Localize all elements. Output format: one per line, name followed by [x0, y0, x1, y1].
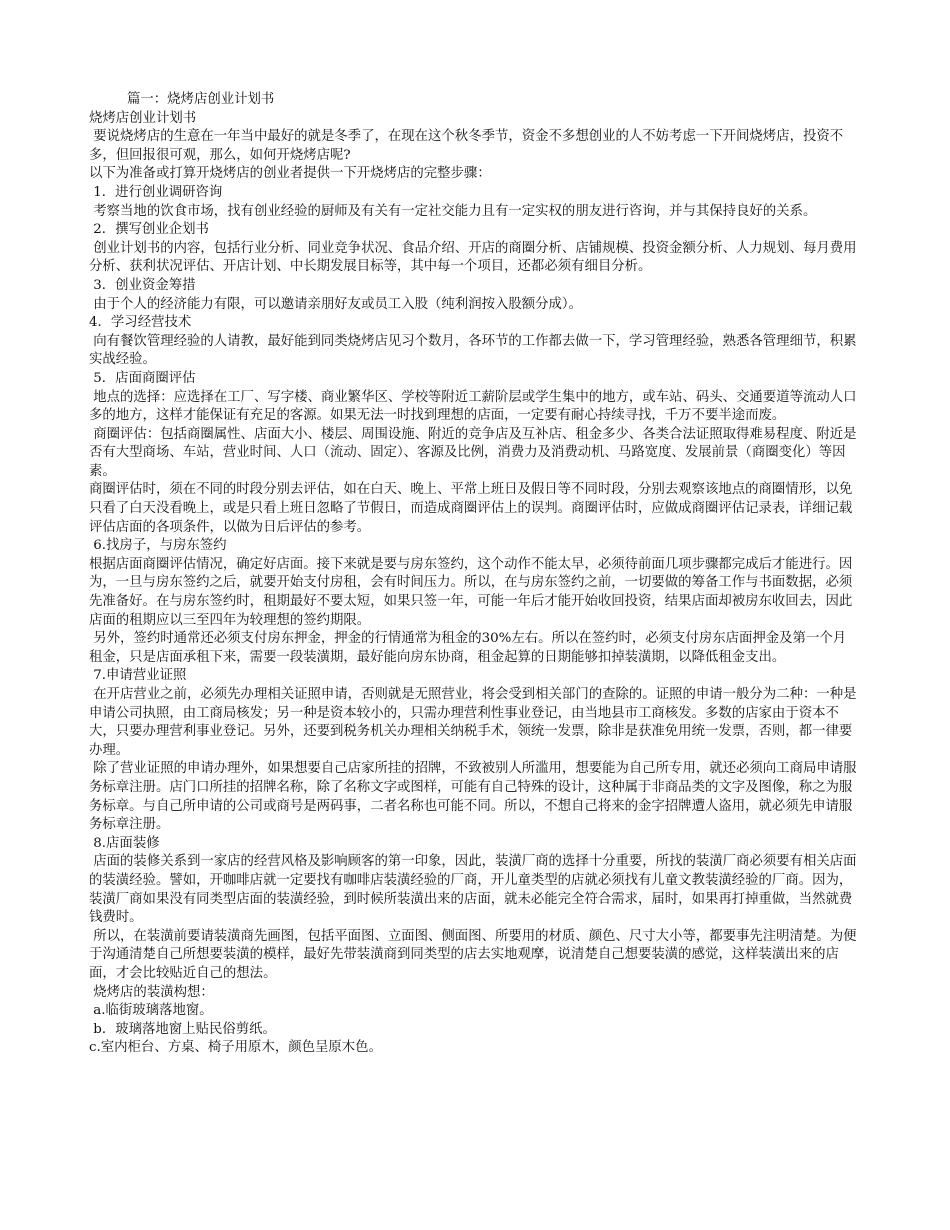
paragraph: 要说烧烤店的生意在一年当中最好的就是冬季了，在现在这个秋冬季节，资金不多想创业的人不妨考虑一下开间烧烤店，投资不多，但回报很可观，那么，如何开烧烤店呢?	[89, 129, 844, 163]
paragraph: 商圈评估时，须在不同的时段分别去评估，如在白天、晚上、平常上班日及假日等不同时段，分别去观察该地点的商圈情形，以免只看了白天没看晚上，或是只看上班日忽略了节假日，而造成商圈评估上的误判。商圈评估时，应做成商圈评估记录表，详细记载评估店面的各项条件，以做为日后评估的参考。	[89, 482, 853, 535]
paragraph: 2．撰写创业企划书	[89, 222, 209, 238]
paragraph: 8.店面装修	[89, 835, 160, 851]
paragraph: 创业计划书的内容，包括行业分析、同业竞争状况、食品介绍、开店的商圈分析、店铺规模、投资金额分析、人力规划、每月费用分析、获利状况评估、开店计划、中长期发展目标等，其中每一个项目，还都必须有细目分析。	[89, 240, 857, 275]
paragraph: 烧烤店的装潢构想：	[89, 984, 214, 1000]
paragraph: b．玻璃落地窗上贴民俗剪纸。	[89, 1021, 276, 1037]
document-title: 篇一：烧烤店创业计划书	[127, 92, 275, 107]
paragraph: 1．进行创业调研咨询	[89, 184, 223, 200]
paragraph: 4．学习经营技术	[89, 315, 192, 331]
document-body	[89, 128, 859, 1058]
paragraph: 6.找房子，与房东签约	[89, 538, 227, 554]
paragraph: c.室内柜台、方桌、椅子用原木，颜色呈原木色。	[89, 1040, 382, 1056]
paragraph: 根据店面商圈评估情况，确定好店面。接下来就是要与房东签约，这个动作不能太早，必须待前面几项步骤都完成后才能进行。因为，一旦与房东签约之后，就要开始支付房租，会有时间压力。所以，在与房东签约之前，一切要做的筹备工作与书面数据，必须先准备好。在与房东签约时，租期最好不要太短，如果只签一年，可能一年后才能开始收回投资，结果店面却被房东收回去，因此店面的租期应以三至四年为较理想的签约期限。	[89, 556, 853, 628]
paragraph: 考察当地的饮食市场，找有创业经验的厨师及有关有一定社交能力且有一定实权的朋友进行咨询，并与其保持良好的关系。	[89, 203, 817, 219]
paragraph: 所以，在装潢前要请装潢商先画图，包括平面图、立面图、侧面图、所要用的材质、颜色、尺寸大小等，都要事先注明清楚。为便于沟通清楚自己所想要装潢的模样，最好先带装潢商到同类型的店去实地观摩，说清楚自己想要装潢的感觉，这样装潢出来的店面，才会比较贴近自己的想法。	[89, 928, 857, 981]
paragraph: 除了营业证照的申请办理外，如果想要自己店家所挂的招牌，不致被别人所滥用，想要能为自己所专用，就还必须向工商局申请服务标章注册。店门口所挂的招牌名称，除了名称文字或图样，可能有自己特殊的设计，这种属于非商品类的文字及图像，称之为服务标章。与自己所申请的公司或商号是两码事，二者名称也可能不同。所以，不想自己将来的金字招牌遭人盗用，就必须先申请服务标章注册。	[89, 761, 857, 833]
paragraph: 5．店面商圈评估	[89, 370, 196, 386]
document-subtitle: 烧烤店创业计划书	[89, 110, 197, 126]
paragraph: 向有餐饮管理经验的人请教，最好能到同类烧烤店见习个数月，各环节的工作都去做一下，学习管理经验，熟悉各管理细节，积累实战经验。	[89, 333, 857, 368]
paragraph: 以下为准备或打算开烧烤店的创业者提供一下开烧烤店的完整步骤：	[89, 166, 491, 182]
paragraph: 7.申请营业证照	[89, 668, 187, 684]
paragraph: 在开店营业之前，必须先办理相关证照申请，否则就是无照营业，将会受到相关部门的查除的。证照的申请一般分为二种：一种是申请公司执照，由工商局核发；另一种是资本较小的，只需办理营利性事业登记，由当地县市工商核发。多数的店家由于资本不大，只要办理营利事业登记。另外，还要到税务机关办理相关纳税手术，领统一发票，除非是获准免用统一发票，否则，都一律要办理。	[89, 687, 857, 758]
paragraph: 由于个人的经济能力有限，可以邀请亲朋好友或员工入股（纯利润按入股额分成）。	[89, 296, 583, 312]
paragraph: a.临街玻璃落地窗。	[89, 1003, 213, 1019]
document-page	[89, 91, 859, 1058]
paragraph: 3．创业资金筹措	[89, 277, 196, 293]
paragraph: 另外，签约时通常还必须支付房东押金，押金的行情通常为租金的30%左右。所以在签约时，必须支付房东店面押金及第一个月租金，只是店面承租下来，需要一段装潢期，最好能向房东协商，租金起算的日期能够扣掉装潢期，以降低租金支出。	[89, 631, 847, 665]
paragraph: 地点的选择：应选择在工厂、写字楼、商业繁华区、学校等附近工薪阶层或学生集中的地方，或车站、码头、交通要道等流动人口多的地方，这样才能保证有充足的客源。如果无法一时找到理想的店面，一定要有耐心持续寻找，千万不要半途而废。	[89, 389, 857, 424]
paragraph: 商圈评估：包括商圈属性、店面大小、楼层、周围设施、附近的竞争店及互补店、租金多少、各类合法证照取得难易程度、附近是否有大型商场、车站，营业时间、人口（流动、固定）、客源及比例，消费力及消费动机、马路宽度、发展前景（商圈变化）等因素。	[89, 426, 857, 479]
paragraph: 店面的装修关系到一家店的经营风格及影响顾客的第一印象，因此，装潢厂商的选择十分重要，所找的装潢厂商必须要有相关店面的装潢经验。譬如，开咖啡店就一定要找有咖啡店装潢经验的厂商，开儿童类型的店就必须找有儿童文教装潢经验的厂商。因为，装潢厂商如果没有同类型店面的装潢经验，到时候所装潢出来的店面，就未必能完全符合需求，届时，如果再打掉重做，当然就费钱费时。	[89, 854, 857, 926]
